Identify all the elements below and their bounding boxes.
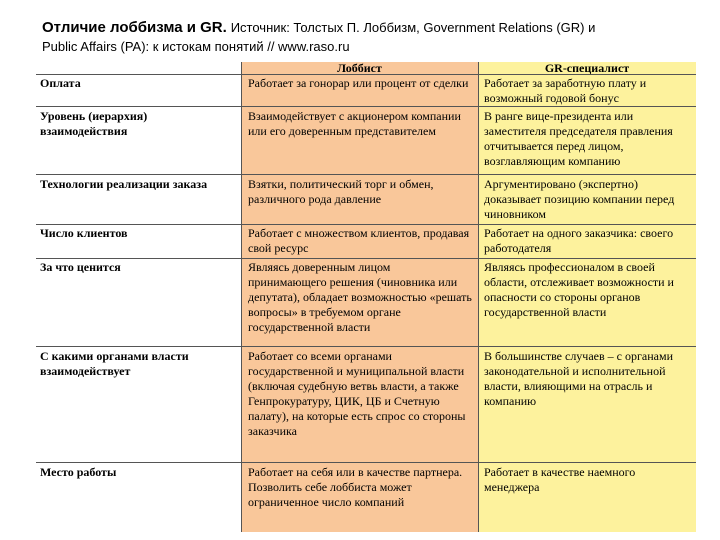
comparison-table: [36, 62, 696, 532]
lobbyist-cell: Работает с множеством клиентов, продавая свой ресурс: [248, 226, 470, 255]
gr-cell: Работает за заработную плату и возможный годовой бонус: [484, 76, 647, 105]
gr-cell: Работает на одного заказчика: своего работодателя: [484, 226, 674, 255]
lobbyist-cell: Взятки, политический торг и обмен, различного рода давление: [248, 177, 434, 206]
row-label-workplace: Место работы: [40, 465, 117, 479]
row-label-payment: Оплата: [40, 76, 81, 90]
gr-cell: В большинстве случаев – с органами законодательной и исполнительной власти, влияющими на отрасль и компанию: [484, 349, 673, 408]
row-divider: [36, 462, 696, 463]
slide-heading: [42, 18, 692, 56]
source-citation: Источник: Толстых П. Лоббизм, Government Relations (GR) и: [230, 20, 596, 35]
lobbyist-cell: Работает на себя или в качестве партнера. Позволить себе лоббиста может ограниченное число компаний: [248, 465, 463, 509]
lobbyist-cell: Работает за гонорар или процент от сделки: [248, 76, 469, 90]
source-citation-continued: Public Affairs (PA): к истокам понятий // www.raso.ru: [42, 39, 350, 54]
row-label-authorities: С какими органами власти взаимодействует: [40, 349, 189, 378]
gr-cell: Являясь профессионалом в своей области, отслеживает возможности и опасности со стороны органов государственной власти: [484, 260, 674, 319]
gr-column-header: GR-специалист: [544, 62, 630, 75]
row-label-hierarchy: Уровень (иерархия) взаимодействия: [40, 109, 148, 138]
gr-cell: Аргументировано (экспертно) доказывает позицию компании перед чиновником: [484, 177, 675, 221]
lobbyist-cell: Работает со всеми органами государственной и муниципальной власти (включая судебную ветвь власти, а также Генпрокуратуру, ЦИК, ЦБ и Счетную палату), на которые есть спрос со стороны заказчика: [248, 349, 466, 438]
row-divider: [36, 258, 696, 259]
lobbyist-cell: Взаимодействует с акционером компании или его доверенным представителем: [248, 109, 461, 138]
gr-cell: В ранге вице-президента или заместителя председателя правления отчитывается перед лицом, возглавляющим компанию: [484, 109, 673, 168]
row-label-technologies: Технологии реализации заказа: [40, 177, 208, 191]
row-divider: [36, 174, 696, 175]
row-label-valued-for: За что ценится: [40, 260, 121, 274]
lobbyist-cell: Являясь доверенным лицом принимающего решения (чиновника или депутата), обладает возможностью «решать вопросы» в требуемом органе государственной власти: [248, 260, 472, 334]
row-label-clients: Число клиентов: [40, 226, 128, 240]
row-divider: [36, 346, 696, 347]
lobbyist-column-header: Лоббист: [337, 62, 382, 75]
slide-title: Отличие лоббизма и GR.: [42, 19, 227, 36]
row-divider: [36, 106, 696, 107]
gr-cell: Работает в качестве наемного менеджера: [484, 465, 636, 494]
row-divider: [36, 224, 696, 225]
